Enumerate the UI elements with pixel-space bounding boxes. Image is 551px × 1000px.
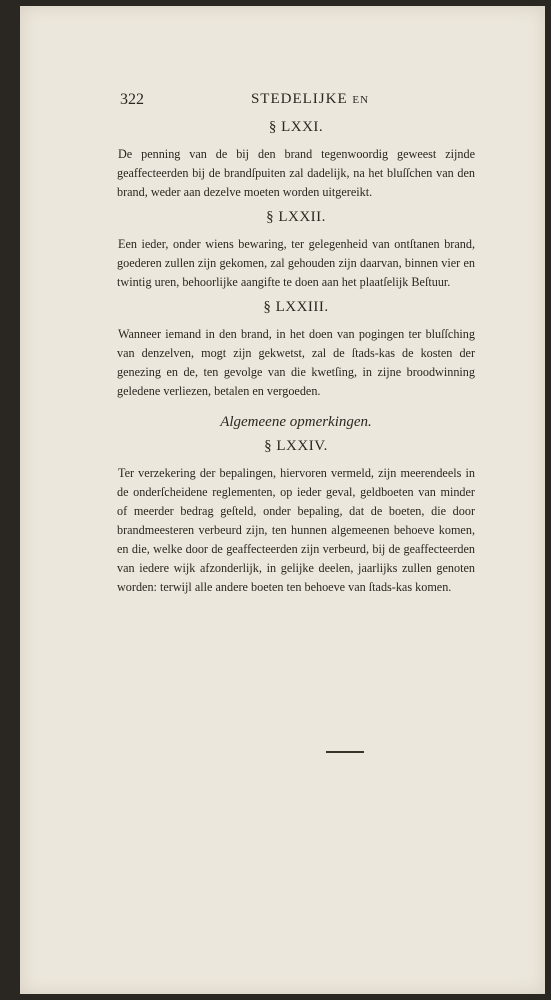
page-number: 322: [120, 91, 144, 108]
running-head-title: STEDELIJKE: [250, 91, 348, 107]
section-text-lxxiv: Ter verzekering der bepalingen, hiervoren vermeld, zijn meerendeels in de onderſcheidene reglementen, op ieder geval, geldboeten van minder of meerder bedrag geſteld, onder bepaling, dat de boeten, die door brandmeesteren verbeurd zijn, ten hunnen algemeenen behoeve komen, en die, welke door de geaffecteerden zijn verbeurd, bij de geaffecteerden van iedere wijk afzonderlijk, in gelijke deelen, jaarlijks zullen genoten worden: terwijl alle andere boeten ten behoeve van ſtads-kas komen.: [117, 466, 475, 594]
end-rule: [326, 751, 364, 753]
section-text-lxxiii: Wanneer iemand in den brand, in het doen van pogingen ter bluſſching van denzelven, mogt zijn gekwetst, zal de ſtads-kas de kosten der genezing en de, ten gevolge van die kwetſing, in zijne broodwinning geledene verliezen, betalen en vergoeden.: [117, 327, 475, 398]
page-header: [120, 91, 500, 113]
section-heading-lxxiii: § LXXIII.: [263, 299, 329, 315]
body-text: [117, 112, 475, 597]
section-heading-lxxii: § LXXII.: [266, 209, 326, 225]
section-text-lxxi: De penning van de bij den brand tegenwoordig geweest zijnde geaffecteerden bij de brandſpuiten zal dadelijk, na het bluſſchen van den brand, weder aan dezelve moeten worden uitgereikt.: [117, 147, 475, 199]
section-heading-lxxiv: § LXXIV.: [264, 438, 328, 454]
subheading-algemeene-opmerkingen: Algemeene opmerkingen.: [220, 414, 372, 430]
running-head-suffix: EN: [352, 94, 370, 106]
section-heading-lxxi: § LXXI.: [268, 119, 324, 135]
section-text-lxxii: Een ieder, onder wiens bewaring, ter gelegenheid van ontſtanen brand, goederen zullen zijn gekomen, zal gehouden zijn daarvan, binnen vier en twintig uren, behoorlijke aangifte te doen aan het plaatſelijk Beſtuur.: [117, 237, 475, 289]
running-head: [120, 91, 500, 108]
